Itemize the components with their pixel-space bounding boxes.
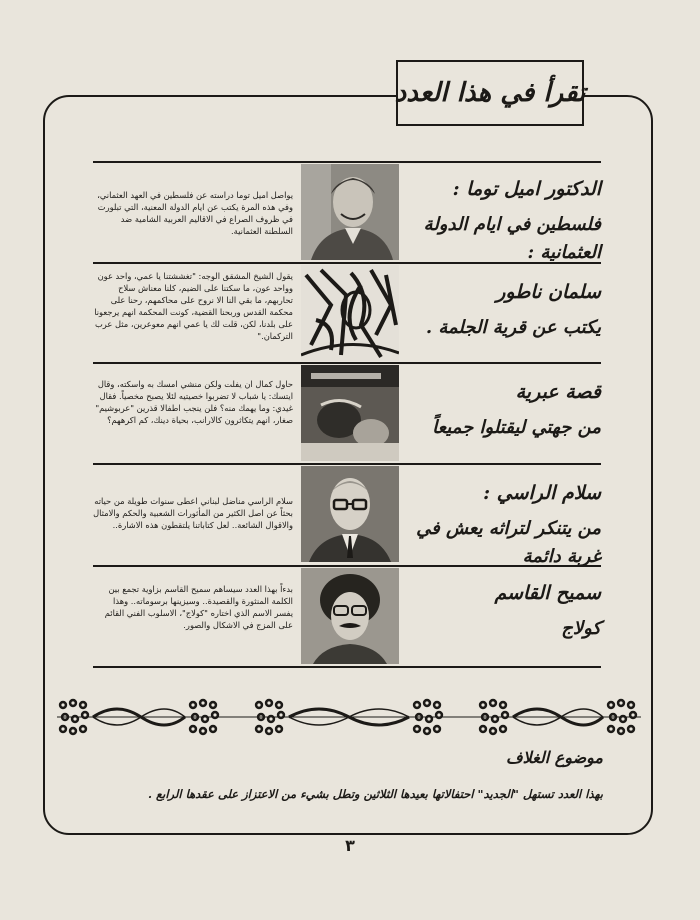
- article-blurb: بدءاً بهذا العدد سيساهم سميح القاسم بزاوية تجمع بين الكلمة المنثورة والقصيدة.. وسيزينها برسوماته.. وهذا يفسر الاسم الذي اختاره "كولاج"، الاسلوب الفني القائم على المزج في الاشكال والصور.: [104, 584, 293, 630]
- article-rassi[interactable]: [93, 465, 601, 567]
- article-blurb: يقول الشيخ المشقق الوجه: "تغششتنا يا عمي، واحد عون وواحد عون، ما سكتنا على الضيم، كلنا معناش سلاح تحاربهم، ما بقي النا الا نروح على محاكمهم، رحنا على محكمة القدس وربحنا القضية، كونت المحكمة انهم يرجعونا على بلدنا، لكن، قلت لك يا عمي انهم معوعرين، مثل عرب التركمان.": [94, 271, 293, 341]
- article-blurb: يواصل اميل توما دراسته عن فلسطين في العهد العثماني، وفي هذه المرة يكتب عن ايام الدولة المعنية، التي تبلورت في ظروف الصراع في الاقاليم العربية الشامية ضد السلطنة العثمانية.: [97, 190, 293, 236]
- masthead-box: [396, 60, 584, 126]
- cover-heading: موضوع الغلاف: [506, 748, 603, 767]
- article-subtitle: يكتب عن قرية الجلمة .: [425, 317, 601, 338]
- article-natour[interactable]: [93, 264, 601, 361]
- abstract-drawing-icon: [301, 265, 399, 361]
- masthead-title: تقرأ في هذا العدد: [394, 78, 586, 108]
- article-author: الدكتور اميل توما :: [452, 178, 601, 200]
- article-toma[interactable]: [93, 163, 601, 261]
- article-author: سلمان ناطور: [496, 281, 601, 303]
- article-author: سلام الراسي :: [483, 482, 601, 504]
- article-photo: [301, 164, 399, 260]
- article-qasim[interactable]: [93, 567, 601, 665]
- article-subtitle: من يتنكر لتراثه يعش في غربة دائمة: [416, 518, 601, 567]
- article-hebrew-story[interactable]: [93, 364, 601, 462]
- article-photo: [301, 568, 399, 664]
- article-photo: [301, 265, 399, 361]
- portrait-man-glasses-icon: [301, 466, 399, 562]
- article-blurb: حاول كمال ان يفلت ولكن منشي امسك به واسكته، وقال ايتسك: يا شباب لا تضربوا خصيتيه لئلا يصبح مخصياً. فقال غيدي: وما يهمك منه؟ فلن ينجب اطفالا قذرين "عربوشيم" صغار، انهم يتكاثرون كالارانب، بحياة دينك، كم اكرههم؟: [95, 379, 293, 425]
- article-subtitle: كولاج: [561, 618, 601, 639]
- divider: [93, 666, 601, 668]
- article-photo: [301, 365, 399, 461]
- cover-text: بهذا العدد تستهل "الجديد" احتفالاتها بعيدها الثلاثين وتطل بشيء من الاعتزاز على عقدها الرابع .: [148, 787, 603, 801]
- page-number: ٣: [345, 836, 355, 855]
- street-scene-icon: [301, 365, 399, 461]
- article-author: قصة عبرية: [515, 381, 601, 403]
- floral-ornament-band: [57, 697, 641, 737]
- article-photo: [301, 466, 399, 562]
- portrait-smiling-man-icon: [301, 164, 399, 260]
- article-author: سميح القاسم: [494, 582, 601, 604]
- article-blurb: سلام الراسي مناضل لبناني اعطى سنوات طويلة من حياته بحثاً عن اصل الكثير من المأثورات الشعبية والحكم والامثال والاقوال الشائعة.. لعل كتاباتنا يلتقطون هذه الاشارة..: [93, 496, 293, 530]
- article-subtitle: فلسطين في ايام الدولة العثمانية :: [423, 214, 601, 263]
- portrait-man-moustache-icon: [301, 568, 399, 664]
- article-subtitle: من جهتي ليقتلوا جميعاً: [432, 417, 601, 438]
